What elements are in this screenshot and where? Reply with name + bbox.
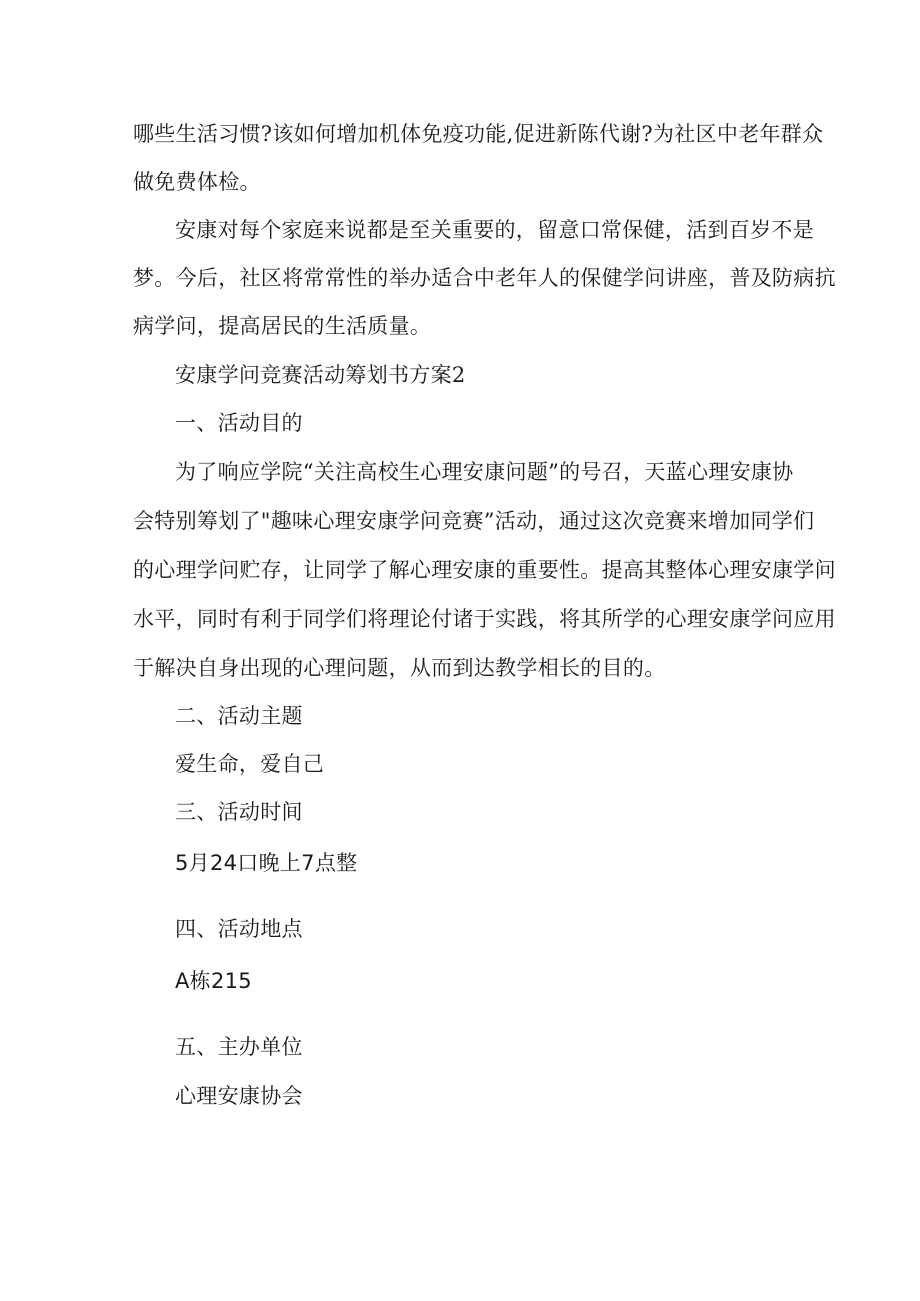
organizer-text: 心理安康协会: [175, 1084, 303, 1108]
heading-organizer: 五、主办单位: [175, 1035, 303, 1059]
theme-text: 爱生命，爱自己: [175, 752, 325, 776]
location-text: A栋215: [175, 969, 252, 993]
paragraph-line: 做免费体检。: [133, 170, 261, 194]
paragraph-line: 会特别筹划了"趣味心理安康学问竞赛”活动，通过这次竞赛来增加同学们: [133, 509, 815, 533]
time-text: 5月24口晚上7点整: [175, 851, 358, 875]
paragraph-line: 为了响应学院“关注高校生心理安康问题”的号召，天蓝心理安康协: [175, 460, 794, 484]
section-title: 安康学问竞赛活动筹划书方案2: [175, 363, 466, 387]
heading-purpose: 一、活动目的: [175, 411, 303, 435]
paragraph-line: 的心理学问贮存，让同学了解心理安康的重要性。提高其整体心理安康学问: [133, 558, 836, 582]
heading-time: 三、活动时间: [175, 800, 303, 824]
heading-theme: 二、活动主题: [175, 704, 303, 728]
paragraph-line: 哪些生活习惯?该如何增加机体免疫功能,促进新陈代谢?为社区中老年群众: [133, 122, 824, 146]
paragraph-line: 水平，同时有利于同学们将理论付诸于实践，将其所学的心理安康学问应用: [133, 607, 836, 631]
paragraph-line: 梦。今后，社区将常常性的举办适合中老年人的保健学问讲座，普及防病抗: [133, 266, 836, 290]
paragraph-line: 于解决自身出现的心理问题，从而到达教学相长的目的。: [133, 656, 666, 680]
paragraph-line: 病学问，提高居民的生活质量。: [133, 314, 432, 338]
heading-location: 四、活动地点: [175, 917, 303, 941]
paragraph-line: 安康对每个家庭来说都是至关重要的，留意口常保健，活到百岁不是: [175, 218, 814, 242]
